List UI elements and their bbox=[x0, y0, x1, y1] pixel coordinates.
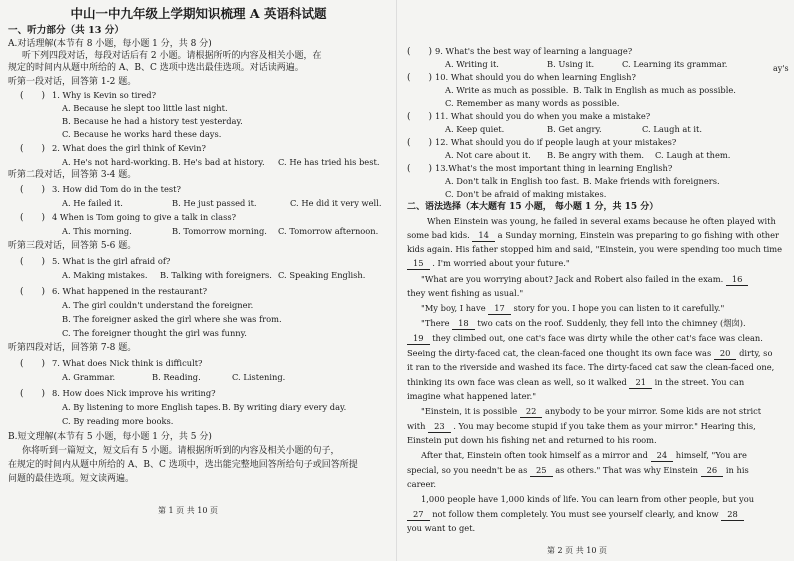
blank-27[interactable]: 27 bbox=[407, 509, 430, 521]
question-8: 8. How does Nick improve his writing? bbox=[52, 388, 216, 398]
passage-text: a Sunday morning, Einstein was preparing to go fishing with other bbox=[497, 230, 780, 240]
dialogue-4-heading: 听第四段对话，回答第 7-8 题。 bbox=[8, 343, 137, 353]
passage-text: Seeing the dirty-faced cat, the clean-faced one thought its own face was bbox=[407, 348, 712, 358]
passage-text: thinking its own face was clean as well, so it walked bbox=[407, 377, 627, 387]
q3-option-a: A. He failed it. bbox=[62, 198, 123, 208]
passage-line-15 bbox=[407, 421, 756, 433]
passage-line-2 bbox=[407, 230, 779, 242]
q5-option-b: B. Talking with foreigners. bbox=[160, 270, 272, 280]
passage-line-3: kids again. His father stopped him and said, "Einstein, you were spending too much time bbox=[407, 244, 783, 254]
passage-line-5 bbox=[421, 274, 748, 286]
q1-option-b: B. Because he had a history test yesterday. bbox=[62, 116, 243, 126]
q1-option-a: A. Because he slept too little last night. bbox=[62, 103, 228, 113]
question-7: 7. What does Nick think is difficult? bbox=[52, 358, 203, 368]
section-listening-heading: 一、听力部分（共 13 分） bbox=[8, 25, 124, 36]
passage-line-7 bbox=[421, 303, 724, 315]
passage-text: "What are you worrying about? Jack and Robert also failed in the exam. bbox=[421, 274, 724, 284]
page-2: ay's ( ) 9. What's the best way of learning a language? A. Writing it. B. Using it. C. Learning its grammar. ( ) 10. What should you do when learning English? A. Write as much as possible. B. Talk in English as much as possible. C. Remember as many words as possible. ( ) 11. What should you do when you make a mistake? A. Keep quiet. B. Get angry. C. Laugh at it. ( ) 12. What should you do if people laugh at your mistakes? A. Not care about it. B. Be angry with them. C. Laugh at them. ( ) 13.What's the most important thing in learning English? A. Don't talk in English too fast. B. Make friends with foreigners. C. Don't be afraid of making mistakes. 二、语法选择（本大题有 15 小题， 每小题 1 分，共 15 分） When Einstein was young, he failed in several exams because he often played with some bad kids. 14 a Sunday morning, Einstein was preparing to go fishing with other kids again. His father stopped him and said, "Einstein, you were spending too much time 15 . I'm worried about your future." "What are you worrying about? Jack and Robert also failed in the exam. 16 they went fishing as usual." "My boy, I have 17 story for you. I hope you can listen to it carefully." "There 18 two cats on the roof. Suddenly, they fell into the chimney (烟囱). 19 they climbed out, one cat's face was dirty while the other cat's face was clean. Seeing the dirty-faced cat, the clean-faced one thought its own face was 20 dirty, so it ran to the riverside and washed its face. The dirty-faced cat saw the clean-faced one, thinking its own face was clean as well, so it walked 21 in the street. You can imagine what happened later." "Einstein, it is possible 22 anybody to be your mirror. Some kids are not strict with 23 . You may become stupid if you take them as your mirror." Hearing this, Einstein put down his fishing net and returned to his room. After that, Einstein often took himself as a mirror and 24 himself, "You are special, so you needn't be as 25 as others." That was why Einstein 26 in his career. 1,000 people have 1,000 kinds of life. You can learn from other people, but you 27 not follow them completely. You must see yourself clearly, and know 28 you want to get. 第 2 页 共 10 页 bbox=[407, 46, 789, 555]
blank-22[interactable]: 22 bbox=[520, 406, 543, 418]
question-12: 12. What should you do if people laugh at your mistakes? bbox=[435, 137, 677, 147]
q12-option-c: C. Laugh at them. bbox=[655, 150, 731, 160]
q13-option-c: C. Don't be afraid of making mistakes. bbox=[445, 189, 607, 199]
q2-option-c: C. He has tried his best. bbox=[278, 157, 380, 167]
passage-line-21 bbox=[407, 509, 744, 521]
passage-text: in his bbox=[725, 465, 749, 475]
passage-text: anybody to be your mirror. Some kids are not strict bbox=[545, 406, 762, 416]
passage-text: After that, Einstein often took himself as a mirror and bbox=[421, 450, 648, 460]
q12-option-a: A. Not care about it. bbox=[445, 150, 531, 160]
question-6: 6. What happened in the restaurant? bbox=[52, 286, 208, 296]
q1-option-c: C. Because he works hard these days. bbox=[62, 129, 222, 139]
blank-24[interactable]: 24 bbox=[651, 450, 674, 462]
part-b-instructions-2: 在规定的时间内从题中所给的 A、B、C 选项中，选出能完整地回答所给句子或回答所提 bbox=[8, 460, 358, 470]
exam-title: 中山一中九年级上学期知识梳理 A 英语科试题 bbox=[70, 6, 327, 21]
q2-option-b: B. He's bad at history. bbox=[172, 157, 265, 167]
q4-option-c: C. Tomorrow afternoon. bbox=[278, 226, 379, 236]
passage-line-14 bbox=[421, 406, 761, 418]
section-grammar-heading: 二、语法选择（本大题有 15 小题， 每小题 1 分，共 15 分） bbox=[407, 202, 659, 212]
q9-option-c: C. Learning its grammar. bbox=[622, 59, 728, 69]
q2-option-a: A. He's not hard-working. bbox=[62, 157, 171, 167]
passage-text: story for you. I hope you can listen to it carefully." bbox=[513, 303, 725, 313]
q13-option-b: B. Make friends with foreigners. bbox=[583, 176, 720, 186]
passage-line-13: imagine what happened later." bbox=[407, 391, 537, 401]
q6-option-a: A. The girl couldn't understand the foreigner. bbox=[62, 300, 254, 310]
passage-text: "There bbox=[421, 318, 450, 328]
passage-text: "My boy, I have bbox=[421, 303, 486, 313]
blank-14[interactable]: 14 bbox=[472, 230, 495, 242]
q7-option-c: C. Listening. bbox=[232, 372, 286, 382]
passage-line-19: career. bbox=[407, 479, 437, 489]
question-5: 5. What is the girl afraid of? bbox=[52, 256, 171, 266]
dialogue-3-heading: 听第三段对话，回答第 5-6 题。 bbox=[8, 241, 137, 251]
question-1: 1. Why is Kevin so tired? bbox=[52, 90, 157, 100]
passage-line-18 bbox=[407, 465, 749, 477]
page-1: 中山一中九年级上学期知识梳理 A 英语科试题 一、听力部分（共 13 分） A.对话理解(本节有 8 小题，每小题 1 分，共 8 分) 听下列四段对话，每段对话后有 2 小题。请根据所听的内容及相关小题，在 规定的时间内从题中所给的 A、B、C 选项中选出最佳选项。对话读两遍。 听第一段对话，回答第 1-2 题。 ( ) 1. Why is Kevin so tired? A. Because he slept too little last night. B. Because he had a history test yesterday. C. Because he works hard these days. ( ) 2. What does the girl think of Kevin? A. He's not hard-working. B. He's bad at history. C. He has tried his best. 听第二段对话，回答第 3-4 题。 ( ) 3. How did Tom do in the test? A. He failed it. B. He just passed it. C. He did it very well. ( ) 4 When is Tom going to give a talk in class? A. This morning. B. Tomorrow morning. C. Tomorrow afternoon. 听第三段对话，回答第 5-6 题。 ( ) 5. What is the girl afraid of? A. Making mistakes. B. Talking with foreigners. C. Speaking English. ( ) 6. What happened in the restaurant? A. The girl couldn't understand the foreigner. B. The foreigner asked the girl where she was from. C. The foreigner thought the girl was funny. 听第四段对话，回答第 7-8 题。 ( ) 7. What does Nick think is difficult? A. Grammar. B. Reading. C. Listening. ( ) 8. How does Nick improve his writing? A. By listening to more English tapes. B. By writing diary every day. C. By reading more books. B.短文理解(本节有 5 小题，每小题 1 分，共 5 分) 你将听到一篇短文，短文后有 5 小题。请根据所听到的内容及相关小题的句子， 在规定的时间内从题中所给的 A、B、C 选项中，选出能完整地回答所给句子或回答所提 问题的最佳选项。短文读两遍。 第 1 页 共 10 页 bbox=[0, 0, 397, 561]
passage-text: not follow them completely. You must see yourself clearly, and know bbox=[432, 509, 719, 519]
blank-18[interactable]: 18 bbox=[452, 318, 475, 330]
passage-line-16: Einstein put down his fishing net and returned to his room. bbox=[407, 435, 657, 445]
q6-option-b: B. The foreigner asked the girl where she was from. bbox=[62, 314, 282, 324]
passage-text: himself, "You are bbox=[675, 450, 747, 460]
q6-option-c: C. The foreigner thought the girl was funny. bbox=[62, 328, 247, 338]
passage-text: with bbox=[407, 421, 426, 431]
q3-option-b: B. He just passed it. bbox=[172, 198, 257, 208]
question-11: 11. What should you do when you make a mistake? bbox=[435, 111, 651, 121]
q9-option-a: A. Writing it. bbox=[445, 59, 499, 69]
blank-19[interactable]: 19 bbox=[407, 333, 430, 345]
blank-28[interactable]: 28 bbox=[721, 509, 744, 521]
passage-line-20: 1,000 people have 1,000 kinds of life. You can learn from other people, but you bbox=[421, 494, 755, 504]
passage-line-10 bbox=[407, 348, 772, 360]
part-b-heading: B.短文理解(本节有 5 小题，每小题 1 分，共 5 分) bbox=[8, 432, 212, 442]
blank-26[interactable]: 26 bbox=[701, 465, 724, 477]
passage-text: two cats on the roof. Suddenly, they fell into the chimney (烟囱). bbox=[477, 318, 746, 328]
question-10: 10. What should you do when learning English? bbox=[435, 72, 636, 82]
q9-option-b: B. Using it. bbox=[547, 59, 595, 69]
q4-option-a: A. This morning. bbox=[62, 226, 132, 236]
q13-option-a: A. Don't talk in English too fast. bbox=[445, 176, 580, 186]
question-2: 2. What does the girl think of Kevin? bbox=[52, 143, 206, 153]
passage-text: as others." That was why Einstein bbox=[555, 465, 698, 475]
q4-option-b: B. Tomorrow morning. bbox=[172, 226, 267, 236]
passage-text: "Einstein, it is possible bbox=[421, 406, 518, 416]
passage-text: in the street. You can bbox=[654, 377, 745, 387]
page-number-2: 第 2 页 共 10 页 bbox=[547, 546, 607, 555]
part-a-instructions-1: 听下列四段对话，每段对话后有 2 小题。请根据所听的内容及相关小题，在 bbox=[22, 51, 322, 61]
q8-option-a: A. By listening to more English tapes. bbox=[62, 402, 221, 412]
q10-option-c: C. Remember as many words as possible. bbox=[445, 98, 620, 108]
q11-option-a: A. Keep quiet. bbox=[445, 124, 505, 134]
part-b-instructions-3: 问题的最佳选项。短文读两遍。 bbox=[8, 474, 135, 484]
q11-option-b: B. Get angry. bbox=[547, 124, 602, 134]
dialogue-1-heading: 听第一段对话，回答第 1-2 题。 bbox=[8, 77, 137, 87]
part-b-instructions-1: 你将听到一篇短文，短文后有 5 小题。请根据所听到的内容及相关小题的句子， bbox=[22, 446, 340, 456]
blank-15[interactable]: 15 bbox=[407, 258, 430, 270]
passage-text: . You may become stupid if you take them as your mirror." Hearing this, bbox=[453, 421, 756, 431]
blank-23[interactable]: 23 bbox=[428, 421, 451, 433]
question-9: 9. What's the best way of learning a language? bbox=[435, 46, 633, 56]
passage-text: special, so you needn't be as bbox=[407, 465, 528, 475]
passage-line-6: they went fishing as usual." bbox=[407, 288, 524, 298]
q12-option-b: B. Be angry with them. bbox=[547, 150, 645, 160]
q5-option-a: A. Making mistakes. bbox=[62, 270, 148, 280]
passage-text: dirty, so bbox=[739, 348, 773, 358]
question-13: 13.What's the most important thing in learning English? bbox=[435, 163, 673, 173]
q8-option-c: C. By reading more books. bbox=[62, 416, 174, 426]
q11-option-c: C. Laugh at it. bbox=[642, 124, 702, 134]
passage-text: they climbed out, one cat's face was dirty while the other cat's face was clean. bbox=[432, 333, 763, 343]
blank-17[interactable]: 17 bbox=[488, 303, 511, 315]
blank-25[interactable]: 25 bbox=[530, 465, 553, 477]
question-3: 3. How did Tom do in the test? bbox=[52, 184, 181, 194]
dialogue-2-heading: 听第二段对话，回答第 3-4 题。 bbox=[8, 170, 137, 180]
blank-21[interactable]: 21 bbox=[629, 377, 652, 389]
passage-line-4 bbox=[407, 258, 570, 270]
q10-option-a: A. Write as much as possible. bbox=[445, 85, 569, 95]
passage-text: some bad kids. bbox=[407, 230, 470, 240]
passage-line-22: you want to get. bbox=[407, 523, 476, 533]
q10-option-b: B. Talk in English as much as possible. bbox=[573, 85, 736, 95]
passage-text: . I'm worried about your future." bbox=[432, 258, 570, 268]
q7-option-a: A. Grammar. bbox=[62, 372, 116, 382]
part-a-instructions-2: 规定的时间内从题中所给的 A、B、C 选项中选出最佳选项。对话读两遍。 bbox=[8, 63, 304, 73]
edge-cut-text: ay's bbox=[773, 64, 789, 73]
page-number-1: 第 1 页 共 10 页 bbox=[158, 506, 218, 515]
passage-line-12 bbox=[407, 377, 744, 389]
passage-line-1: When Einstein was young, he failed in several exams because he often played with bbox=[427, 216, 776, 226]
q7-option-b: B. Reading. bbox=[152, 372, 201, 382]
passage-line-8 bbox=[421, 318, 746, 330]
q5-option-c: C. Speaking English. bbox=[278, 270, 366, 280]
part-a-heading: A.对话理解(本节有 8 小题，每小题 1 分，共 8 分) bbox=[8, 39, 212, 49]
q3-option-c: C. He did it very well. bbox=[290, 198, 382, 208]
blank-20[interactable]: 20 bbox=[714, 348, 737, 360]
passage-line-9 bbox=[407, 333, 763, 345]
blank-16[interactable]: 16 bbox=[726, 274, 749, 286]
passage-line-11: it ran to the riverside and washed its face. The dirty-faced cat saw the clean-faced one, bbox=[407, 362, 775, 372]
passage-line-17 bbox=[421, 450, 747, 462]
q8-option-b: B. By writing diary every day. bbox=[222, 402, 347, 412]
question-4: 4 When is Tom going to give a talk in class? bbox=[52, 212, 237, 222]
